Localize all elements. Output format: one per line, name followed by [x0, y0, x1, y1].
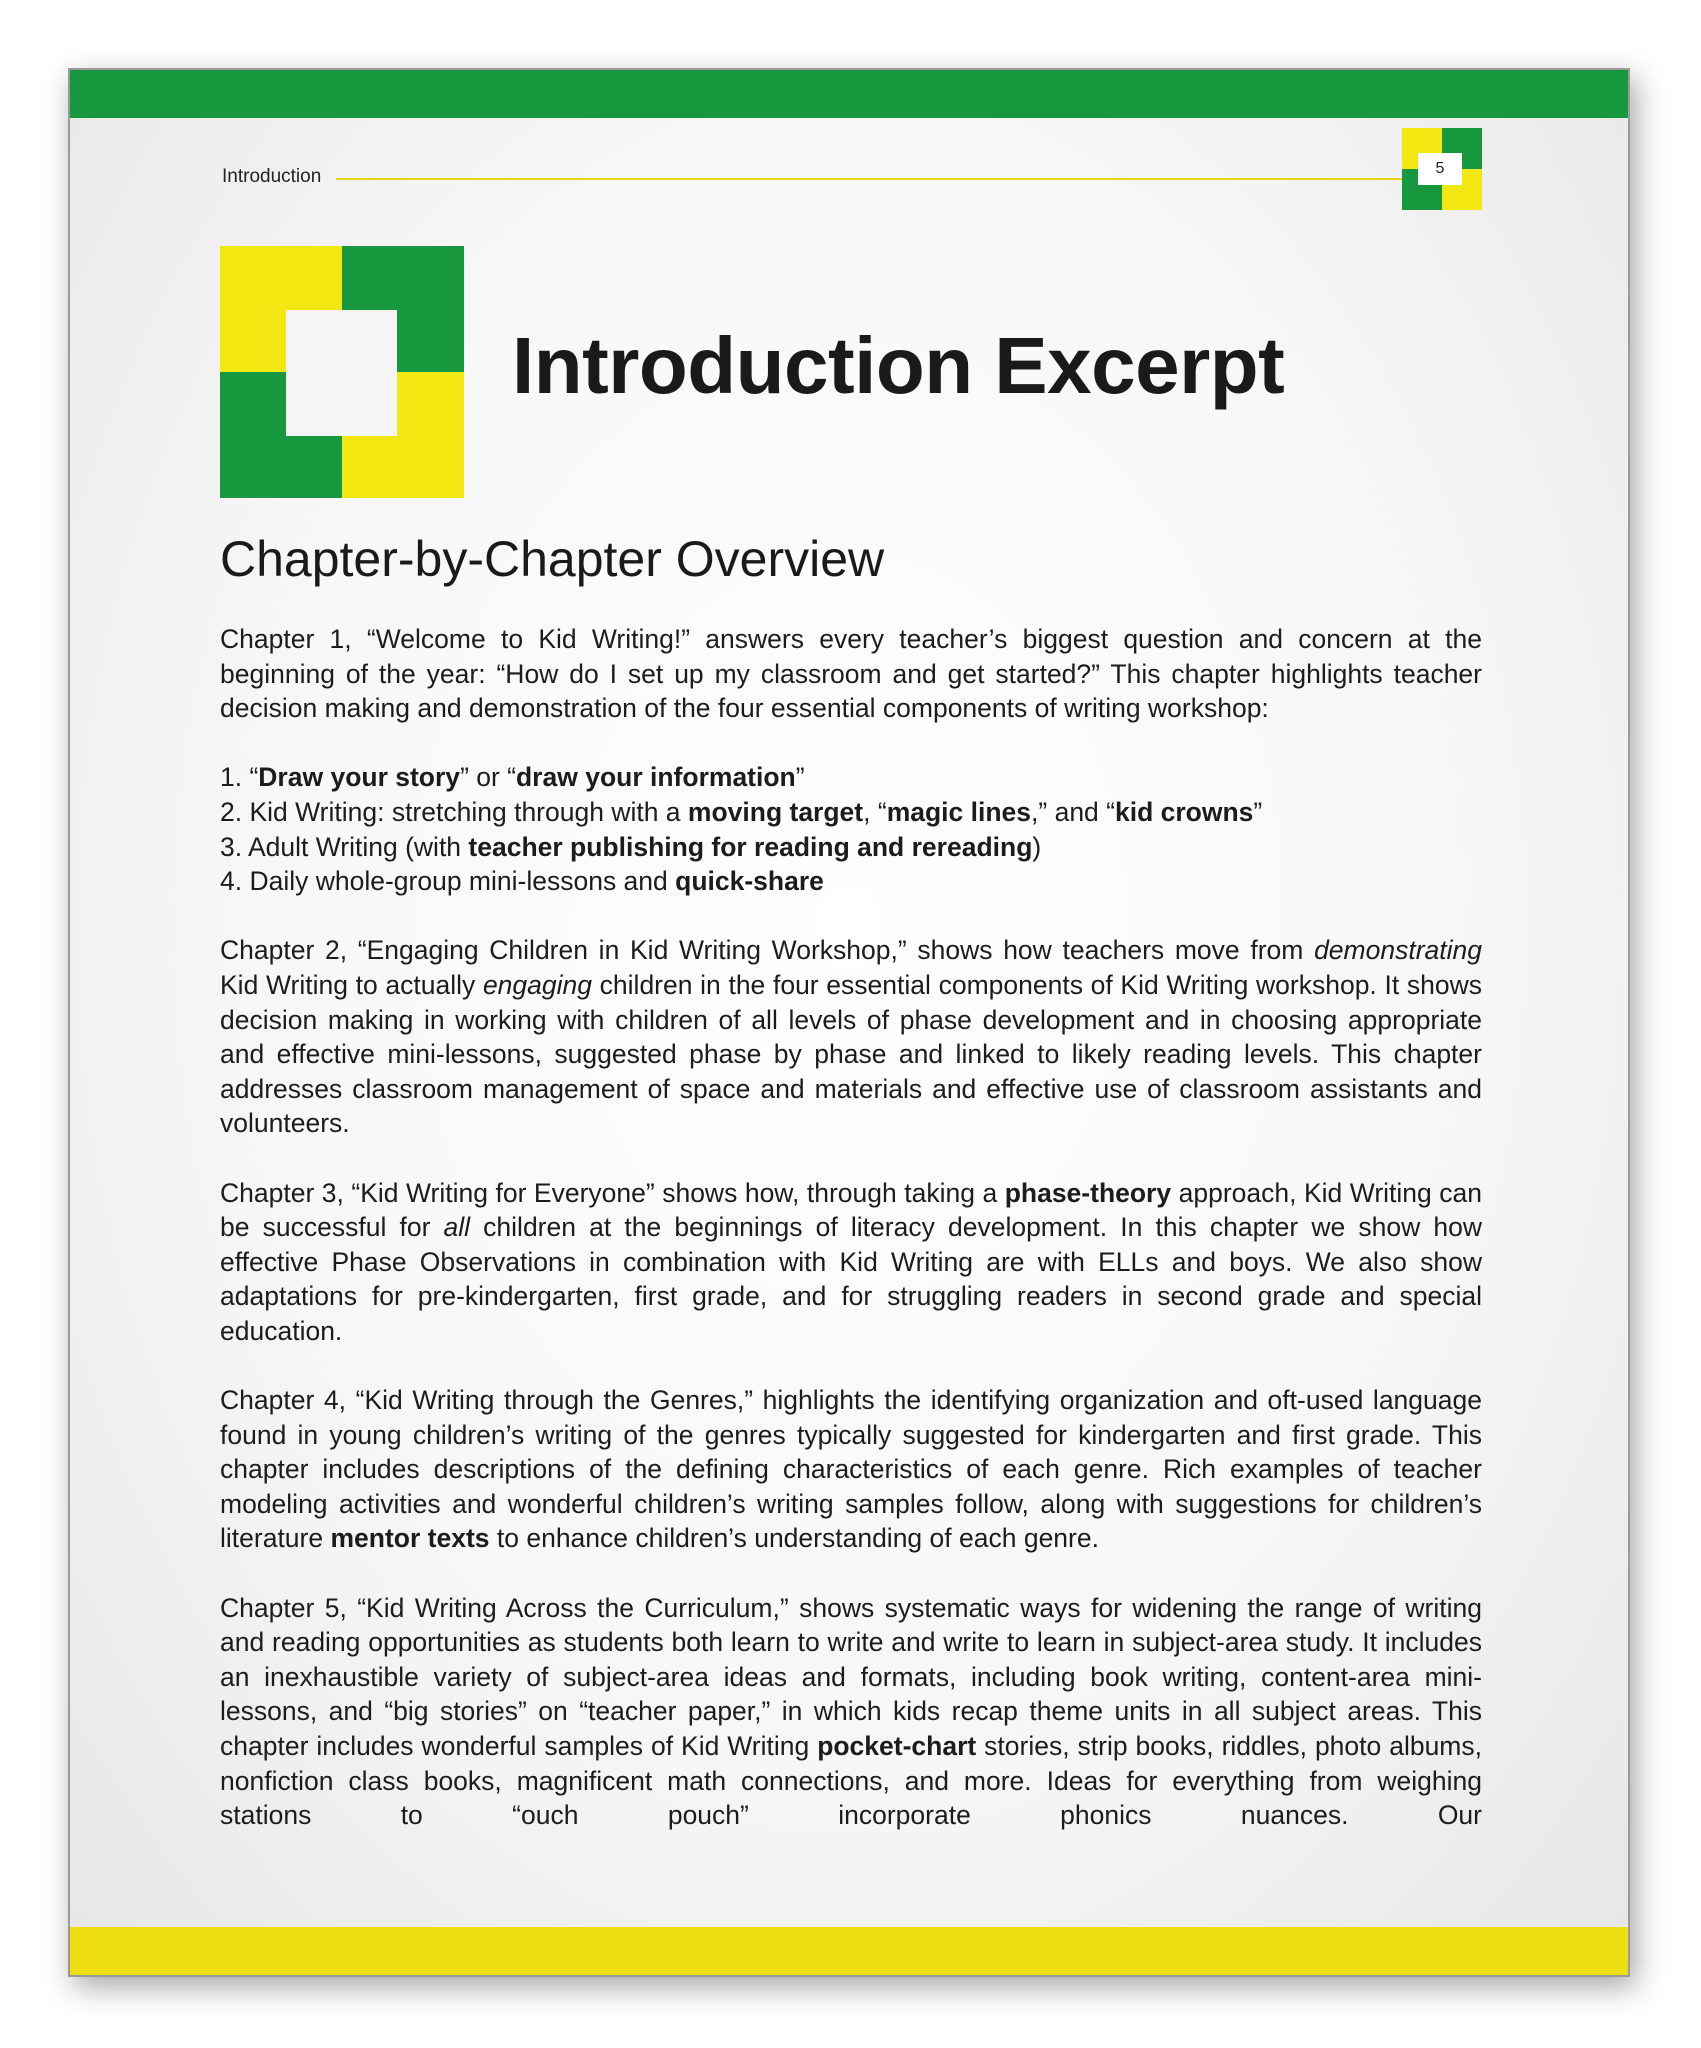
- list-item: 3. Adult Writing (with teacher publishing for reading and rereading): [220, 831, 1042, 862]
- components-list: [220, 760, 1482, 898]
- page-title: Introduction Excerpt: [512, 321, 1285, 410]
- top-color-band: [70, 70, 1628, 118]
- chapter4-paragraph: Chapter 4, “Kid Writing through the Genres,” highlights the identifying organization and oft-used language found in young children’s writing of the genres typically suggested for kindergarten and first grade. This chapter includes descriptions of the defining characteristics of each genre. Rich examples of teacher modeling activities and wonderful children’s writing samples follow, along with suggestions for children’s literature mentor texts to enhance children’s understanding of each genre.: [220, 1385, 1482, 1554]
- list-item: 1. “Draw your story” or “draw your information”: [220, 762, 805, 793]
- bottom-color-band: [70, 1927, 1628, 1975]
- page-number: 5: [1418, 153, 1462, 185]
- page-number-block: [1402, 128, 1482, 210]
- section-subtitle: Chapter-by-Chapter Overview: [220, 531, 885, 587]
- page: [68, 68, 1630, 1977]
- running-head-rule: [336, 178, 1442, 180]
- running-head-section: Introduction: [222, 166, 322, 187]
- body-text: [220, 622, 1482, 1867]
- list-item: 4. Daily whole-group mini-lessons and quick-share: [220, 866, 824, 897]
- chapter2-paragraph: Chapter 2, “Engaging Children in Kid Writing Workshop,” shows how teachers move from demonstrating Kid Writing to actually engaging children in the four essential components of Kid Writing workshop. It shows decision making in working with children of all levels of phase development and in choosing appropriate and effective mini-lessons, suggested phase by phase and linked to likely reading levels. This chapter addresses classroom management of space and materials and effective use of classroom assistants and volunteers.: [220, 935, 1482, 1139]
- chapter5-paragraph: Chapter 5, “Kid Writing Across the Curriculum,” shows systematic ways for widening the range of writing and reading opportunities as students both learn to write and write to learn in subject-area study. It includes an inexhaustible variety of subject-area ideas and formats, including book writing, content-area mini-lessons, and “big stories” on “teacher paper,” in which kids recap theme units in all subject areas. This chapter includes wonderful samples of Kid Writing pocket-chart stories, strip books, riddles, photo albums, nonfiction class books, magnificent math connections, and more. Ideas for everything from weighing stations to “ouch pouch” incorporate phonics nuances. Our: [220, 1592, 1482, 1831]
- chapter1-paragraph: Chapter 1, “Welcome to Kid Writing!” answers every teacher’s biggest question and concern at the beginning of the year: “How do I set up my classroom and get started?” This chapter highlights teacher decision making and demonstration of the four essential components of writing workshop:: [220, 624, 1482, 724]
- list-item: 2. Kid Writing: stretching through with a moving target, “magic lines,” and “kid crowns”: [220, 796, 1263, 827]
- chapter-logo-icon: [220, 246, 464, 498]
- chapter3-paragraph: Chapter 3, “Kid Writing for Everyone” shows how, through taking a phase-theory approach, Kid Writing can be successful for all children at the beginnings of literacy development. In this chapter we show how effective Phase Observations in combination with Kid Writing are with ELLs and boys. We also show adaptations for pre-kindergarten, first grade, and for struggling readers in second grade and special education.: [220, 1177, 1482, 1346]
- running-head: [222, 158, 1552, 198]
